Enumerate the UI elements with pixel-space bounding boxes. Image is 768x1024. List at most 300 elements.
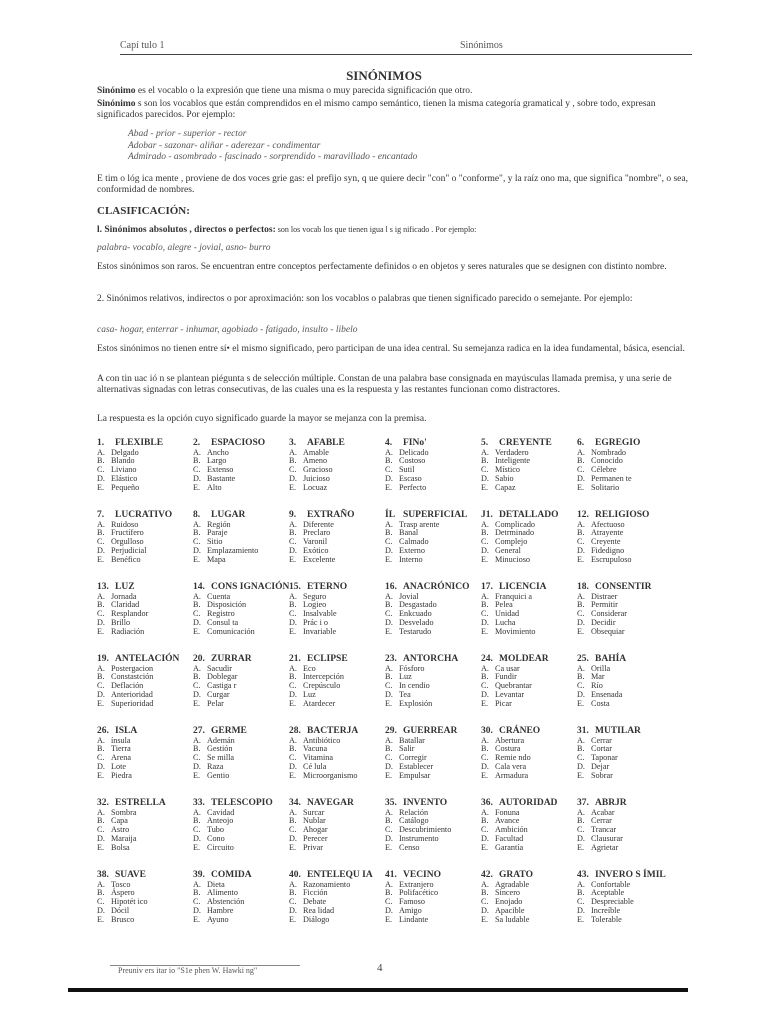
option-text: Abertura	[495, 735, 525, 745]
premise-word: MOLDEAR	[499, 654, 549, 664]
option-letter: B.	[97, 888, 105, 898]
option-text: Costoso	[399, 456, 426, 466]
question-number: 30.	[481, 726, 493, 736]
option-text: Trasp arente	[399, 519, 440, 529]
etymology-paragraph: E tim o lóg ica mente , proviene de dos voces grie gas: el prefijo syn, q ue quiere decir "con" o "conforme", y la raíz ono ma, que significa "nombre", o sea, conformidad de nombres.	[97, 174, 688, 195]
option-letter: C.	[577, 897, 585, 907]
answer-option	[97, 700, 193, 709]
question-number: 16.	[385, 582, 397, 592]
definition-2	[97, 99, 689, 121]
option-letter: B.	[385, 672, 393, 682]
option-text: Luz	[399, 672, 412, 682]
premise-word: VECINO	[403, 870, 442, 880]
option-text: Juicioso	[303, 473, 330, 483]
option-letter: A.	[577, 519, 585, 529]
option-letter: A.	[385, 807, 393, 817]
example-line: Adobar - sazonar- aliñar - aderezar - condimentar	[128, 140, 321, 151]
instructions: A con tin uac ió n se plantean piégunta s de selección múltiple. Constan de una palabra base consignada en mayúsculas llamada premisa, y una serie de alternativas signadas con letras consecutivas, de las cuales una es la respuesta y las restantes funcionan como distractores.	[97, 374, 672, 395]
option-letter: D.	[289, 545, 297, 555]
option-text: Tea	[399, 689, 411, 699]
option-letter: A.	[97, 591, 105, 601]
premise-word: COMIDA	[211, 870, 252, 880]
option-letter: C.	[97, 753, 105, 763]
premise-word: EGREGIO	[595, 438, 641, 448]
option-text: Místico	[495, 465, 521, 475]
option-letter: A.	[481, 879, 489, 889]
option-text: Escrupuloso	[591, 554, 632, 564]
option-letter: B.	[577, 744, 585, 754]
option-text: Astro	[111, 825, 130, 835]
option-text: Paraje	[207, 528, 228, 538]
option-text: Se milla	[207, 753, 235, 763]
option-letter: A.	[481, 663, 489, 673]
question-number: 20.	[193, 654, 205, 664]
option-text: Conocido	[591, 456, 623, 466]
question-grid	[97, 438, 697, 968]
option-text: Comunicación	[207, 626, 255, 636]
question-item	[577, 726, 673, 780]
option-letter: C.	[289, 753, 297, 763]
question-number: 23.	[385, 654, 397, 664]
option-text: Fructífero	[111, 528, 144, 538]
option-letter: B.	[289, 528, 297, 538]
option-text: Agradable	[495, 879, 530, 889]
example-line: Abad - prior - superior - rector	[128, 129, 247, 139]
question-item	[193, 582, 289, 636]
premise-word: LUZ	[115, 582, 135, 592]
option-letter: D.	[481, 617, 489, 627]
option-text: Invariable	[303, 626, 337, 636]
question-item	[289, 870, 385, 924]
option-text: Franquici a	[495, 591, 533, 601]
option-text: Blando	[111, 456, 135, 466]
option-text: Elástico	[111, 473, 138, 483]
option-text: Delgado	[111, 447, 139, 457]
option-letter: A.	[385, 591, 393, 601]
answer-option	[481, 916, 577, 925]
premise-word: ZURRAR	[211, 654, 252, 664]
option-text: Razonamiento	[303, 879, 351, 889]
question-number: 43.	[577, 870, 589, 880]
option-letter: E.	[289, 554, 297, 564]
option-letter: C.	[577, 825, 585, 835]
option-letter: C.	[97, 825, 105, 835]
option-letter: B.	[97, 744, 105, 754]
answer-option	[385, 844, 481, 853]
question-item	[193, 870, 289, 924]
option-text: Batallar	[399, 735, 425, 745]
premise-word: ETERNO	[307, 582, 348, 592]
option-text: Instrumento	[399, 833, 439, 843]
section-label: Sinónimos	[460, 40, 503, 51]
option-letter: B.	[577, 528, 585, 538]
option-letter: C.	[193, 825, 201, 835]
option-letter: D.	[481, 905, 489, 915]
question-number: 27.	[193, 726, 205, 736]
answer-option	[385, 628, 481, 637]
option-letter: B.	[193, 672, 201, 682]
option-text: Debate	[303, 897, 327, 907]
question-number: 26.	[97, 726, 109, 736]
premise-word: CONSENTIR	[595, 582, 652, 592]
option-letter: C.	[481, 825, 489, 835]
option-text: Arena	[111, 753, 132, 763]
option-text: Excelente	[303, 554, 336, 564]
option-letter: E.	[481, 914, 489, 924]
option-text: Enkcuado	[399, 609, 432, 619]
option-text: Ruidoso	[111, 519, 139, 529]
option-text: Consul ta	[207, 617, 239, 627]
option-letter: A.	[385, 879, 393, 889]
option-text: Sincero	[495, 888, 521, 898]
option-letter: E.	[97, 482, 105, 492]
option-letter: B.	[481, 528, 489, 538]
option-text: Surcar	[303, 807, 325, 817]
premise-word: ENTELEQU IA	[307, 870, 373, 880]
option-text: Intercepción	[303, 672, 344, 682]
option-text: Microorganismo	[303, 770, 358, 780]
option-text: Facultad	[495, 833, 524, 843]
option-letter: D.	[97, 761, 105, 771]
option-letter: E.	[289, 842, 297, 852]
option-letter: C.	[193, 897, 201, 907]
option-letter: E.	[577, 626, 585, 636]
option-text: Movimiento	[495, 626, 536, 636]
option-text: Jornada	[111, 591, 137, 601]
answer-option	[289, 916, 385, 925]
answer-option	[97, 556, 193, 565]
option-letter: C.	[577, 681, 585, 691]
option-text: Nublar	[303, 816, 326, 826]
option-text: Complicado	[495, 519, 536, 529]
answer-option	[385, 700, 481, 709]
answer-option	[97, 844, 193, 853]
option-letter: A.	[289, 735, 297, 745]
definition-text: es el vocablo o la expresión que tiene una misma o muy parecida significación que otro.	[135, 86, 473, 96]
option-text: Descubrimiento	[399, 825, 452, 835]
option-text: Ancho	[207, 447, 229, 457]
option-text: Inteligente	[495, 456, 531, 466]
option-text: Radiación	[111, 626, 145, 636]
option-text: Mapa	[207, 554, 226, 564]
question-number: 6.	[577, 438, 585, 448]
option-letter: C.	[481, 897, 489, 907]
option-letter: B.	[289, 600, 297, 610]
option-letter: C.	[97, 897, 105, 907]
question-number: 33.	[193, 798, 205, 808]
option-text: Hambre	[207, 905, 234, 915]
option-text: Lote	[111, 761, 127, 771]
option-text: Delicado	[399, 447, 429, 457]
option-letter: C.	[193, 609, 201, 619]
question-item	[481, 510, 577, 564]
option-text: Increíble	[591, 905, 621, 915]
question-item	[481, 438, 577, 492]
option-text: Perfecto	[399, 482, 427, 492]
option-letter: E.	[193, 698, 201, 708]
option-letter: D.	[193, 761, 201, 771]
option-text: Áspero	[111, 888, 135, 898]
option-letter: C.	[193, 465, 201, 475]
example-list	[128, 129, 417, 164]
option-text: Sutil	[399, 465, 415, 475]
option-letter: B.	[97, 672, 105, 682]
option-letter: E.	[193, 554, 201, 564]
example-line: Admirado - asombrado - fascinado - sorprendido - maravillado - encantado	[128, 152, 418, 162]
option-letter: E.	[481, 698, 489, 708]
option-text: Perecer	[303, 833, 328, 843]
option-letter: A.	[97, 735, 105, 745]
option-letter: A.	[193, 879, 201, 889]
option-text: Sacudir	[207, 663, 233, 673]
option-text: Solitario	[591, 482, 620, 492]
relative-synonyms-heading	[97, 294, 689, 305]
option-letter: E.	[193, 842, 201, 852]
option-letter: A.	[385, 447, 393, 457]
option-text: Picar	[495, 698, 512, 708]
option-letter: A.	[289, 663, 297, 673]
option-letter: D.	[97, 545, 105, 555]
premise-word: DETALLADO	[499, 510, 559, 520]
premise-word: AUTORIDAD	[499, 798, 558, 808]
question-item	[577, 654, 673, 708]
question-number: 38.	[97, 870, 109, 880]
answer-option	[97, 916, 193, 925]
option-letter: C.	[385, 753, 393, 763]
answer-option	[289, 844, 385, 853]
option-letter: D.	[97, 905, 105, 915]
option-text: Varonil	[303, 537, 328, 547]
option-letter: D.	[481, 473, 489, 483]
question-number: 21.	[289, 654, 301, 664]
premise-word: CONS IGNACIÓN	[211, 582, 290, 592]
option-text: Trancar	[591, 825, 617, 835]
option-text: Tosco	[111, 879, 131, 889]
option-letter: D.	[481, 689, 489, 699]
question-item	[289, 438, 385, 492]
answer-option	[577, 700, 673, 709]
option-letter: B.	[577, 456, 585, 466]
question-number: 12.	[577, 510, 589, 520]
answer-option	[385, 916, 481, 925]
option-letter: B.	[577, 816, 585, 826]
question-item	[385, 798, 481, 852]
option-letter: B.	[481, 672, 489, 682]
option-letter: C.	[385, 897, 393, 907]
option-letter: D.	[385, 617, 393, 627]
option-text: Minucioso	[495, 554, 531, 564]
option-letter: C.	[97, 465, 105, 475]
option-letter: A.	[481, 735, 489, 745]
option-letter: D.	[193, 833, 201, 843]
option-text: Largo	[207, 456, 227, 466]
answer-option	[193, 772, 289, 781]
premise-word: AFABLE	[307, 438, 345, 448]
option-text: Curgar	[207, 689, 230, 699]
option-letter: E.	[481, 770, 489, 780]
answer-option	[577, 628, 673, 637]
question-item	[289, 582, 385, 636]
option-letter: E.	[481, 482, 489, 492]
option-text: Cuenta	[207, 591, 231, 601]
option-text: Levantar	[495, 689, 525, 699]
option-letter: B.	[577, 888, 585, 898]
premise-word: INVERO S ÍMIL	[595, 870, 666, 880]
option-letter: D.	[97, 473, 105, 483]
option-text: Polifacético	[399, 888, 439, 898]
option-letter: C.	[385, 825, 393, 835]
option-letter: B.	[385, 528, 393, 538]
option-letter: A.	[385, 663, 393, 673]
option-letter: D.	[385, 545, 393, 555]
option-text: Cerrar	[591, 735, 612, 745]
bottom-bar	[68, 988, 688, 992]
option-letter: E.	[97, 626, 105, 636]
option-text: Deflación	[111, 681, 144, 691]
option-letter: B.	[481, 744, 489, 754]
option-letter: B.	[385, 600, 393, 610]
premise-word: TELESCOPIO	[211, 798, 273, 808]
option-text: Establecer	[399, 761, 434, 771]
option-text: General	[495, 545, 521, 555]
option-text: Sitio	[207, 537, 223, 547]
option-text: Crepúsculo	[303, 681, 341, 691]
option-text: Privar	[303, 842, 324, 852]
option-letter: B.	[577, 600, 585, 610]
option-text: Complejo	[495, 537, 528, 547]
option-letter: B.	[289, 888, 297, 898]
answer-option	[97, 484, 193, 493]
option-letter: E.	[193, 482, 201, 492]
option-letter: C.	[385, 609, 393, 619]
option-letter: C.	[193, 681, 201, 691]
answer-option	[193, 700, 289, 709]
option-text: Bastante	[207, 473, 236, 483]
option-letter: A.	[481, 519, 489, 529]
option-text: Decidir	[591, 617, 616, 627]
option-letter: C.	[577, 537, 585, 547]
option-text: Hipotét ico	[111, 897, 148, 907]
question-number: 2.	[193, 438, 201, 448]
answer-option	[481, 556, 577, 565]
premise-word: GRATO	[499, 870, 533, 880]
option-text: Ambición	[495, 825, 528, 835]
option-letter: C.	[193, 753, 201, 763]
question-item	[481, 654, 577, 708]
option-text: Prác i o	[303, 617, 329, 627]
option-letter: B.	[385, 816, 393, 826]
option-text: Gracioso	[303, 465, 333, 475]
option-letter: E.	[577, 482, 585, 492]
question-number: 19.	[97, 654, 109, 664]
option-letter: D.	[577, 905, 585, 915]
option-letter: B.	[385, 888, 393, 898]
option-letter: E.	[193, 626, 201, 636]
option-text: Creyente	[591, 537, 621, 547]
option-text: Tierra	[111, 744, 131, 754]
premise-word: SUAVE	[115, 870, 146, 880]
question-item	[97, 870, 193, 924]
option-letter: E.	[97, 554, 105, 564]
option-letter: D.	[289, 473, 297, 483]
option-letter: C.	[289, 537, 297, 547]
option-text: Salir	[399, 744, 415, 754]
option-letter: A.	[577, 447, 585, 457]
option-letter: D.	[193, 617, 201, 627]
answer-option	[385, 772, 481, 781]
option-letter: A.	[289, 591, 297, 601]
option-letter: A.	[481, 807, 489, 817]
option-letter: D.	[193, 689, 201, 699]
option-text: Resplandor	[111, 609, 149, 619]
question-number: 25.	[577, 654, 589, 664]
subheading-tail: : son los vocablos o palabras que tienen significado parecido o semejante. Por ejemplo:	[301, 294, 633, 304]
option-text: Agrietar	[591, 842, 619, 852]
premise-word: SUPERFICIAL	[403, 510, 468, 520]
answer-option	[289, 700, 385, 709]
option-letter: E.	[193, 914, 201, 924]
option-letter: B.	[289, 744, 297, 754]
option-letter: C.	[289, 681, 297, 691]
option-text: Permitir	[591, 600, 618, 610]
option-letter: C.	[481, 465, 489, 475]
definition-1	[97, 86, 689, 97]
question-item	[481, 870, 577, 924]
option-text: Ficción	[303, 888, 328, 898]
option-letter: D.	[97, 689, 105, 699]
footer-note: Preuniv ers itar io "S1e phen W. Hawki ng"	[118, 966, 258, 975]
option-letter: E.	[577, 698, 585, 708]
answer-option	[289, 484, 385, 493]
option-letter: D.	[577, 833, 585, 843]
question-number: 18.	[577, 582, 589, 592]
answer-option	[193, 844, 289, 853]
option-letter: C.	[289, 897, 297, 907]
option-letter: B.	[193, 600, 201, 610]
option-text: Detrminado	[495, 528, 535, 538]
option-text: Distraer	[591, 591, 618, 601]
option-letter: E.	[97, 842, 105, 852]
answer-option	[577, 916, 673, 925]
question-item	[289, 654, 385, 708]
page-number: 4	[377, 962, 383, 974]
option-letter: E.	[97, 698, 105, 708]
question-item	[289, 510, 385, 564]
question-number: 31.	[577, 726, 589, 736]
option-letter: D.	[481, 761, 489, 771]
option-text: Dieta	[207, 879, 225, 889]
answer-option	[481, 628, 577, 637]
option-letter: B.	[193, 888, 201, 898]
question-item	[385, 510, 481, 564]
option-letter: A.	[193, 447, 201, 457]
question-number: 41.	[385, 870, 397, 880]
option-letter: D.	[385, 761, 393, 771]
answer-option	[481, 844, 577, 853]
option-letter: E.	[577, 842, 585, 852]
option-text: Diferente	[303, 519, 334, 529]
option-text: Censo	[399, 842, 420, 852]
option-text: Banal	[399, 528, 419, 538]
option-letter: B.	[481, 816, 489, 826]
option-letter: D.	[193, 545, 201, 555]
option-text: Sabio	[495, 473, 514, 483]
absolute-note: Estos sinónimos son raros. Se encuentran entre conceptos perfectamente definidos o en objetos y seres naturales que se designen con distinto nombre.	[97, 262, 667, 272]
option-text: Desvelado	[399, 617, 434, 627]
option-letter: D.	[289, 833, 297, 843]
option-letter: A.	[289, 879, 297, 889]
option-letter: D.	[289, 761, 297, 771]
